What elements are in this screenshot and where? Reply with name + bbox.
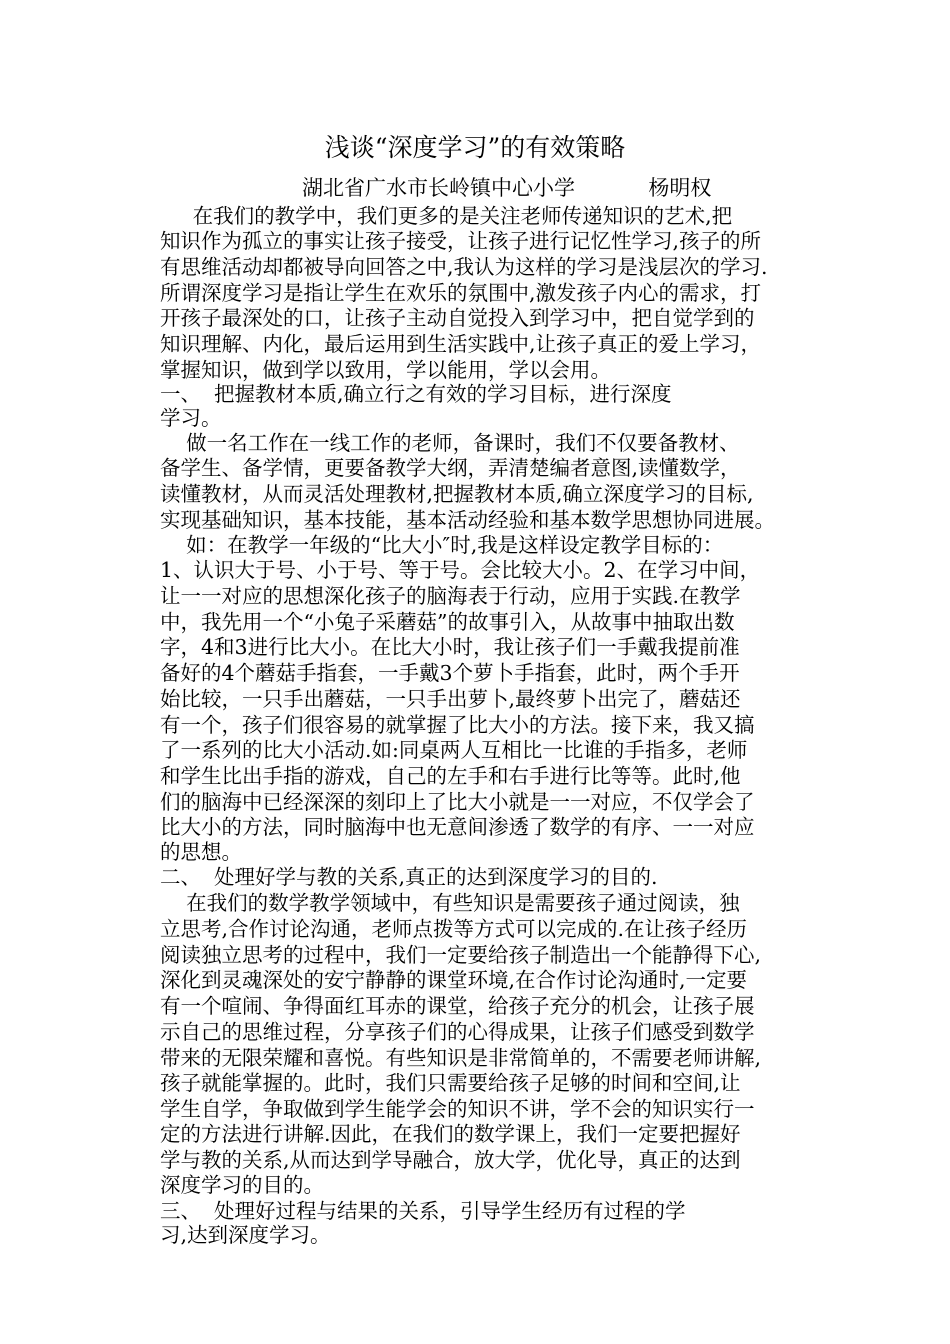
body-line: 定的方法进行讲解.因此，在我们的数学课上，我们一定要把握好	[160, 1122, 741, 1146]
body-line: 做一名工作在一线工作的老师，备课时，我们不仅要备教材、	[160, 431, 740, 455]
body-line: 学与教的关系,从而达到学导融合，放大学，优化导，真正的达到	[160, 1148, 741, 1172]
author-byline: 湖北省广水市长岭镇中心小学 杨明权	[302, 176, 712, 200]
body-line: 有思维活动却都被导向回答之中,我认为这样的学习是浅层次的学习.	[160, 255, 768, 279]
body-line: 知识理解、内化，最后运用到生活实践中,让孩子真正的爱上学习，	[160, 332, 762, 356]
body-line: 孩子就能掌握的。此时，我们只需要给孩子足够的时间和空间,让	[160, 1071, 741, 1095]
body-line: 备好的4个蘑菇手指套，一手戴3个萝卜手指套，此时，两个手开	[160, 661, 740, 685]
body-line: 深化到灵魂深处的安宁静静的课堂环境,在合作讨论沟通时,一定要	[160, 968, 748, 992]
body-line: 立思考,合作讨论沟通，老师点拨等方式可以完成的.在让孩子经历	[160, 917, 748, 941]
body-line: 有一个，孩子们很容易的就掌握了比大小的方法。接下来，我又搞	[160, 713, 755, 737]
body-line: 比大小的方法，同时脑海中也无意间渗透了数学的有序、一一对应	[160, 815, 755, 839]
body-line: 如：在教学一年级的“比大小″时,我是这样设定教学目标的：	[160, 533, 724, 557]
body-line: 1、认识大于号、小于号、等于号。会比较大小。2、在学习中间，	[160, 558, 761, 582]
body-line: 二、 处理好学与教的关系,真正的达到深度学习的目的.	[160, 865, 658, 889]
body-line: 学生自学，争取做到学生能学会的知识不讲，学不会的知识实行一	[160, 1097, 755, 1121]
body-line: 实现基础知识，基本技能，基本活动经验和基本数学思想协同进展。	[160, 508, 775, 532]
body-line: 始比较，一只手出蘑菇，一只手出萝卜,最终萝卜出完了，蘑菇还	[160, 687, 741, 711]
body-line: 开孩子最深处的口，让孩子主动自觉投入到学习中，把自觉学到的	[160, 306, 755, 330]
body-line: 习,达到深度学习。	[160, 1223, 331, 1247]
body-line: 所谓深度学习是指让学生在欢乐的氛围中,激发孩子内心的需求，打	[160, 281, 762, 305]
body-line: 的思想。	[160, 840, 242, 864]
body-line: 备学生、备学情，更要备教学大纲，弄清楚编者意图,读懂数学，	[160, 456, 741, 480]
body-line: 知识作为孤立的事实让孩子接受，让孩子进行记忆性学习,孩子的所	[160, 229, 762, 253]
body-line: 一、 把握教材本质,确立行之有效的学习目标，进行深度	[160, 382, 672, 406]
body-line: 字，4和3进行比大小。在比大小时，我让孩子们一手戴我提前准	[160, 635, 740, 659]
body-line: 学习。	[160, 406, 222, 430]
body-line: 深度学习的目的。	[160, 1173, 324, 1197]
body-line: 让一一对应的思想深化孩子的脑海表于行动，应用于实践.在教学	[160, 584, 741, 608]
body-line: 了一系列的比大小活动.如:同桌两人互相比一比谁的手指多，老师	[160, 738, 748, 762]
body-line: 掌握知识，做到学以致用，学以能用，学以会用。	[160, 358, 611, 382]
body-line: 示自己的思维过程，分享孩子们的心得成果，让孩子们感受到数学	[160, 1020, 755, 1044]
body-line: 在我们的数学教学领域中，有些知识是需要孩子通过阅读，独	[160, 891, 740, 915]
body-line: 三、 处理好过程与结果的关系，引导学生经历有过程的学	[160, 1199, 686, 1223]
body-line: 带来的无限荣耀和喜悦。有些知识是非常简单的，不需要老师讲解,	[160, 1046, 762, 1070]
body-line: 有一个喧闹、争得面红耳赤的课堂，给孩子充分的机会，让孩子展	[160, 994, 755, 1018]
body-line: 阅读独立思考的过程中，我们一定要给孩子制造出一个能静得下心,	[160, 943, 762, 967]
body-line: 和学生比出手指的游戏，自己的左手和右手进行比等等。此时,他	[160, 764, 741, 788]
body-line: 们的脑海中已经深深的刻印上了比大小就是一一对应，不仅学会了	[160, 790, 755, 814]
body-line: 读懂教材，从而灵活处理教材,把握教材本质,确立深度学习的目标,	[160, 482, 754, 506]
body-line: 中，我先用一个“小兔子采蘑菇”的故事引入，从故事中抽取出数	[160, 610, 735, 634]
document-title: 浅谈“深度学习”的有效策略	[324, 133, 626, 162]
body-line: 在我们的教学中，我们更多的是关注老师传递知识的艺术,把	[160, 204, 733, 228]
